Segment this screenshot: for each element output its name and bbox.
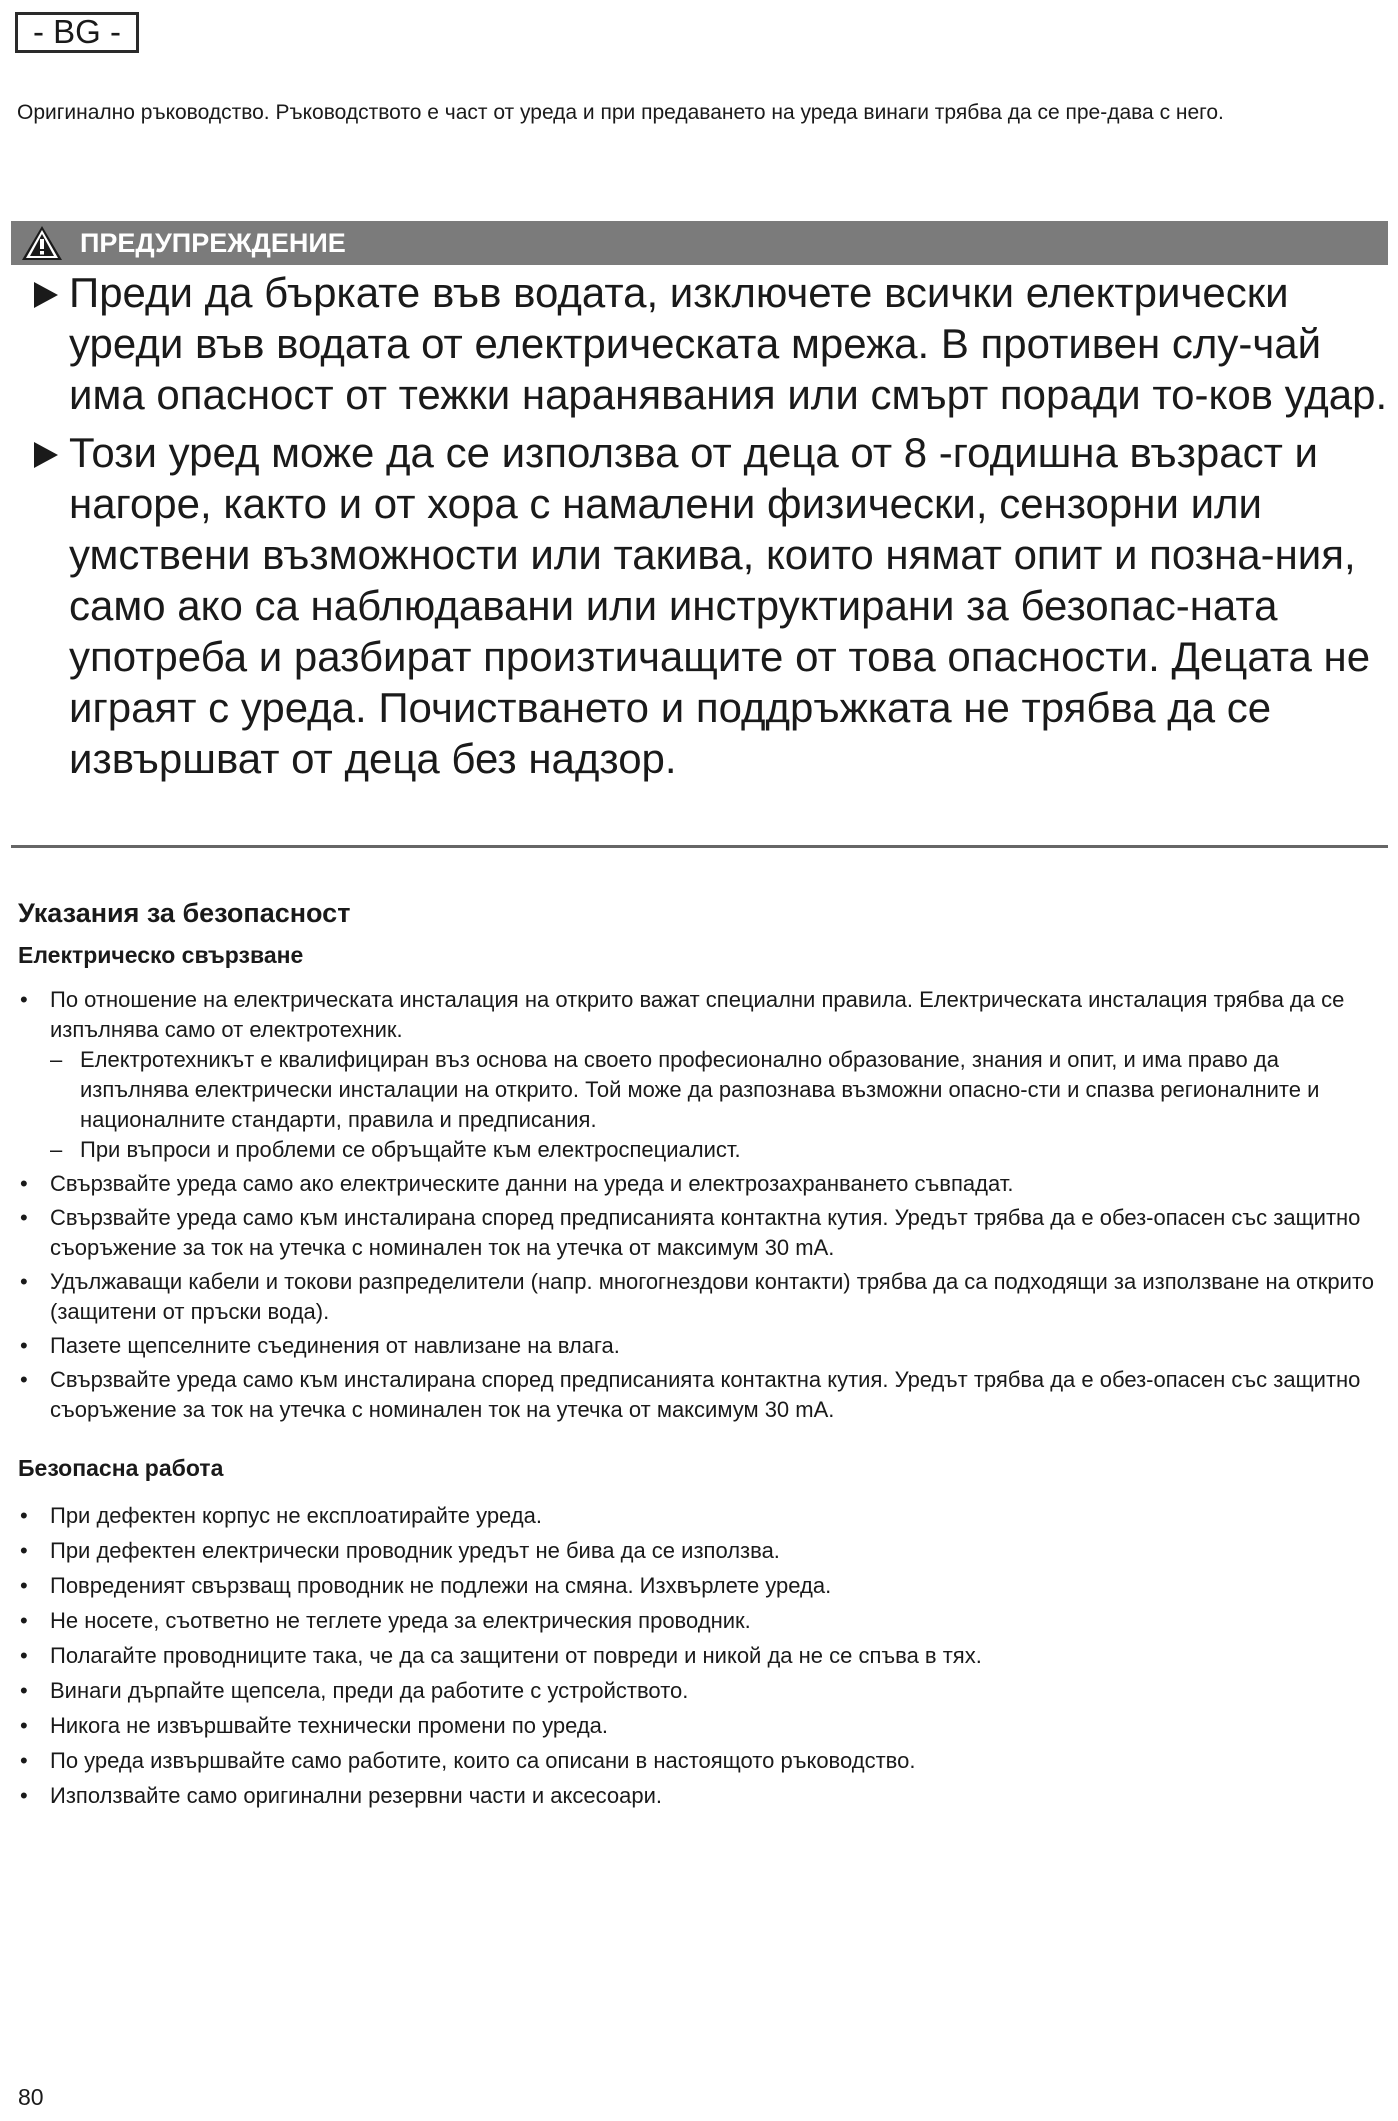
list-item-text: Удължаващи кабели и токови разпределители (напр. многогнездови контакти) трябва да са подходящи за използване на открито (защитени от пръски вода). bbox=[50, 1269, 1375, 1324]
warning-list bbox=[11, 267, 1388, 791]
triangle-bullet-icon bbox=[31, 281, 59, 309]
list-item: • Никога не извършвайте технически промени по уреда. bbox=[20, 1713, 609, 1738]
sub-list-item: – При въпроси и проблеми се обръщайте към електроспециалист. bbox=[50, 1137, 741, 1162]
warning-item bbox=[11, 267, 1388, 420]
list-item: • По уреда извършвайте само работите, които са описани в настоящото ръководство. bbox=[20, 1748, 916, 1773]
electrical-list bbox=[18, 985, 1378, 1425]
list-item: • Използвайте само оригинални резервни части и аксесоари. bbox=[20, 1783, 662, 1808]
sub-list-item: – Електротехникът е квалифициран въз основа на своето професионално образование, знания и опит, и има право да изпълнява електрически инсталации на открито. Той може да разпознава възможни опасно-сти и спазва регионалните и националните стандарти, правила и предписания. bbox=[50, 1047, 1320, 1132]
list-item-text: Свързвайте уреда само към инсталирана според предписанията контактна кутия. Уредът трябва да е обез-опасен със защитно съоръжение за ток на утечка с номинален ток на утечка от максимум 30 mA. bbox=[50, 1367, 1361, 1422]
list-item-text: Не носете, съответно не теглете уреда за електрическия проводник. bbox=[50, 1608, 751, 1633]
list-item-text: Използвайте само оригинални резервни части и аксесоари. bbox=[50, 1783, 662, 1808]
list-item-text: Електротехникът е квалифициран въз основа на своето професионално образование, знания и опит, и има право да изпълнява електрически инсталации на открито. Той може да разпознава възможни опасно-сти и спазва регионалните и националните стандарти, правила и предписания. bbox=[80, 1047, 1320, 1132]
list-item: • При дефектен електрически проводник уредът не бива да се използва. bbox=[20, 1538, 780, 1563]
list-item-text: При дефектен електрически проводник уредът не бива да се използва. bbox=[50, 1538, 780, 1563]
warning-title: ПРЕДУПРЕЖДЕНИЕ bbox=[80, 228, 346, 258]
list-item-text: По отношение на електрическата инсталация на открито важат специални правила. Електрическата инсталация трябва да се изпълнява само от електротехник. bbox=[50, 987, 1345, 1042]
list-item: • Не носете, съответно не теглете уреда за електрическия проводник. bbox=[20, 1608, 751, 1633]
operation-heading: Безопасна работа bbox=[18, 1455, 224, 1481]
section-divider bbox=[11, 845, 1388, 848]
list-item-text: Никога не извършвайте технически промени по уреда. bbox=[50, 1713, 609, 1738]
list-item: • Полагайте проводниците така, че да са защитени от повреди и никой да не се спъва в тях. bbox=[20, 1643, 982, 1668]
list-item: • Свързвайте уреда само ако електрическите данни на уреда и електрозахранването съвпадат. bbox=[20, 1171, 1014, 1196]
list-item-text: При въпроси и проблеми се обръщайте към електроспециалист. bbox=[80, 1137, 741, 1162]
list-item-text: Пазете щепселните съединения от навлизане на влага. bbox=[50, 1333, 620, 1358]
page-number: 80 bbox=[18, 2084, 44, 2110]
warning-item-text: Преди да бъркате във водата, изключете всички електрически уреди във водата от електрическата мрежа. В противен слу-чай има опасност от тежки наранявания или смърт поради то-ков удар. bbox=[69, 269, 1388, 418]
list-item: • При дефектен корпус не експлоатирайте уреда. bbox=[20, 1503, 542, 1528]
list-item: • Удължаващи кабели и токови разпределители (напр. многогнездови контакти) трябва да са подходящи за използване на открито (защитени от пръски вода). bbox=[20, 1269, 1375, 1324]
list-item-text: Свързвайте уреда само ако електрическите данни на уреда и електрозахранването съвпадат. bbox=[50, 1171, 1014, 1196]
list-item: • Пазете щепселните съединения от навлизане на влага. bbox=[20, 1333, 620, 1358]
warning-item bbox=[11, 427, 1388, 784]
operation-list bbox=[18, 1498, 1378, 1813]
intro-text: Оригинално ръководство. Ръководството е част от уреда и при предаването на уреда винаги трябва да се пре-дава с него. bbox=[17, 101, 1224, 124]
list-item-text: При дефектен корпус не експлоатирайте уреда. bbox=[50, 1503, 542, 1528]
list-item: • Свързвайте уреда само към инсталирана според предписанията контактна кутия. Уредът трябва да е обез-опасен със защитно съоръжение за ток на утечка с номинален ток на утечка от максимум 30 mA. bbox=[20, 1205, 1361, 1260]
list-item-text: Полагайте проводниците така, че да са защитени от повреди и никой да не се спъва в тях. bbox=[50, 1643, 982, 1668]
list-item: • Свързвайте уреда само към инсталирана според предписанията контактна кутия. Уредът трябва да е обез-опасен със защитно съоръжение за ток на утечка с номинален ток на утечка от максимум 30 mA. bbox=[20, 1367, 1361, 1422]
list-item-text: По уреда извършвайте само работите, които са описани в настоящото ръководство. bbox=[50, 1748, 916, 1773]
list-item: • Винаги дърпайте щепсела, преди да работите с устройството. bbox=[20, 1678, 689, 1703]
list-item-text: Повреденият свързващ проводник не подлежи на смяна. Изхвърлете уреда. bbox=[50, 1573, 832, 1598]
list-item-text: Винаги дърпайте щепсела, преди да работите с устройството. bbox=[50, 1678, 689, 1703]
warning-item-text: Този уред може да се използва от деца от 8 -годишна възраст и нагоре, както и от хора с намалени физически, сензорни или умствени възможности или такива, които нямат опит и позна-ния, само ако са наблюдавани или инструктирани за безопас-ната употреба и разбират произтичащите от това опасности. Децата не играят с уреда. Почистването и поддръжката не трябва да се извършват от деца без надзор. bbox=[69, 429, 1371, 782]
safety-heading: Указания за безопасност bbox=[18, 898, 351, 928]
electrical-heading: Електрическо свързване bbox=[18, 942, 304, 968]
warning-header bbox=[11, 221, 1388, 265]
list-item: • По отношение на електрическата инсталация на открито важат специални правила. Електрическата инсталация трябва да се изпълнява само от електротехник. bbox=[20, 987, 1345, 1042]
triangle-bullet-icon bbox=[31, 441, 59, 469]
list-item-text: Свързвайте уреда само към инсталирана според предписанията контактна кутия. Уредът трябва да е обез-опасен със защитно съоръжение за ток на утечка с номинален ток на утечка от максимум 30 mA. bbox=[50, 1205, 1361, 1260]
language-tag: - BG - bbox=[15, 12, 139, 53]
list-item: • Повреденият свързващ проводник не подлежи на смяна. Изхвърлете уреда. bbox=[20, 1573, 832, 1598]
warning-triangle-icon bbox=[21, 225, 63, 261]
